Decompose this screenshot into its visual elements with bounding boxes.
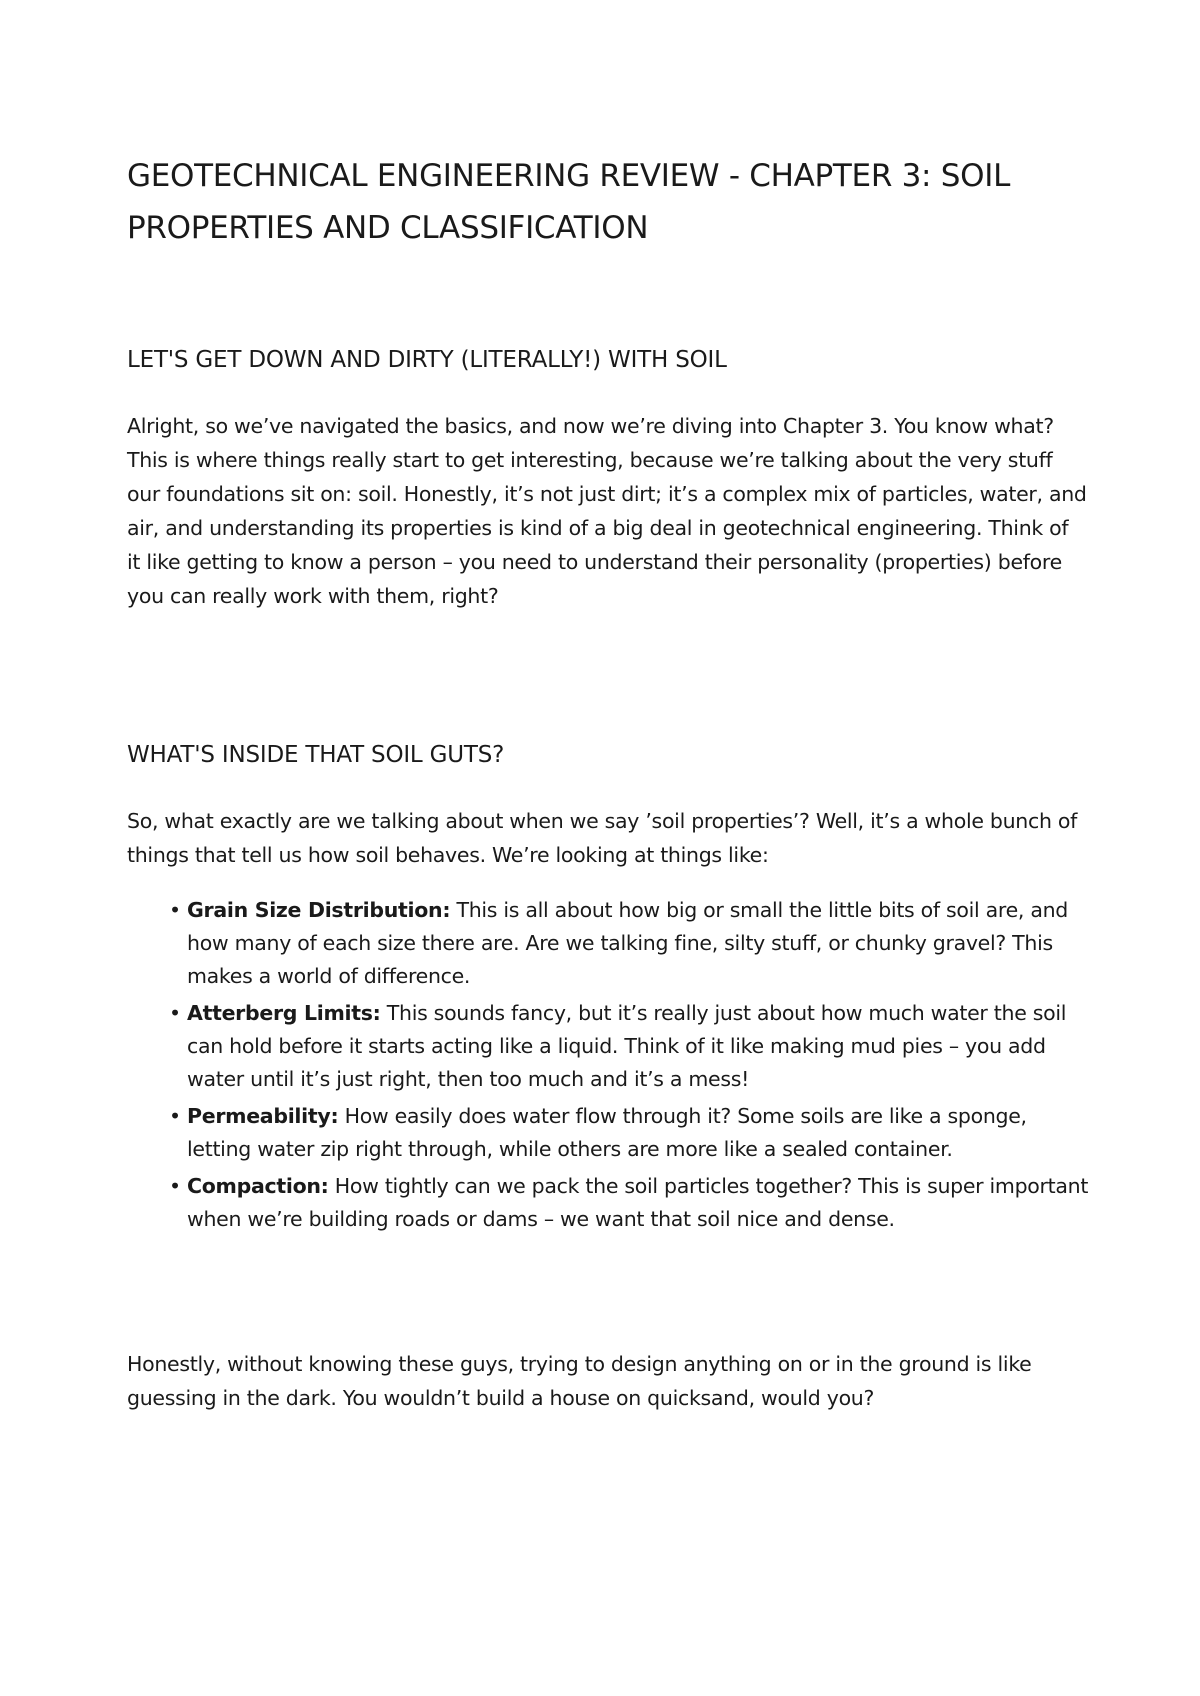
bullet-text: This is all about how big or small the little bits of soil are, and how many of each size there are. Are we talking fine, silty stuff, or chunky gravel? This makes a world of difference. — [187, 898, 1069, 988]
bullet-term: Compaction: — [187, 1174, 329, 1198]
bullet-text: How easily does water flow through it? Some soils are like a sponge, letting water zip right through, while others are more like a sealed container. — [187, 1104, 1027, 1161]
bullet-text: This sounds fancy, but it’s really just about how much water the soil can hold before it starts acting like a liquid. Think of it like making mud pies – you add water until it’s just right, then too much and it’s a mess! — [187, 1001, 1067, 1091]
properties-intro-paragraph: So, what exactly are we talking about when we say ’soil properties’? Well, it’s a whole bunch of things that tell us how soil behaves. We’re looking at things like: — [127, 809, 1078, 867]
soil-properties-list — [169, 894, 1089, 1240]
list-item-atterberg-limits — [169, 997, 1089, 1096]
document-title: GEOTECHNICAL ENGINEERING REVIEW - CHAPTER 3: SOIL PROPERTIES AND CLASSIFICATION — [127, 158, 1011, 246]
bullet-term: Atterberg Limits: — [187, 1001, 381, 1025]
list-item-compaction — [169, 1170, 1089, 1236]
bullet-icon: • — [169, 1001, 181, 1025]
bullet-text: How tightly can we pack the soil particles together? This is super important when we’re building roads or dams – we want that soil nice and dense. — [187, 1174, 1089, 1231]
closing-paragraph: Honestly, without knowing these guys, trying to design anything on or in the ground is like guessing in the dark. You wouldn’t build a house on quicksand, would you? — [127, 1352, 1032, 1410]
bullet-icon: • — [169, 1104, 181, 1128]
list-item-grain-size — [169, 894, 1089, 993]
bullet-icon: • — [169, 898, 181, 922]
section-heading-soil-properties: WHAT'S INSIDE THAT SOIL GUTS? — [127, 742, 505, 768]
list-item-permeability — [169, 1100, 1089, 1166]
bullet-icon: • — [169, 1174, 181, 1198]
bullet-term: Permeability: — [187, 1104, 339, 1128]
section-heading-soil-intro: LET'S GET DOWN AND DIRTY (LITERALLY!) WITH SOIL — [127, 347, 727, 373]
bullet-term: Grain Size Distribution: — [187, 898, 451, 922]
intro-paragraph: Alright, so we’ve navigated the basics, and now we’re diving into Chapter 3. You know what? This is where things really start to get interesting, because we’re talking about the very stuff our foundations sit on: soil. Honestly, it’s not just dirt; it’s a complex mix of particles, water, and air, and understanding its properties is kind of a big deal in geotechnical engineering. Think of it like getting to know a person – you need to understand their personality (properties) before you can really work with them, right? — [127, 414, 1087, 608]
